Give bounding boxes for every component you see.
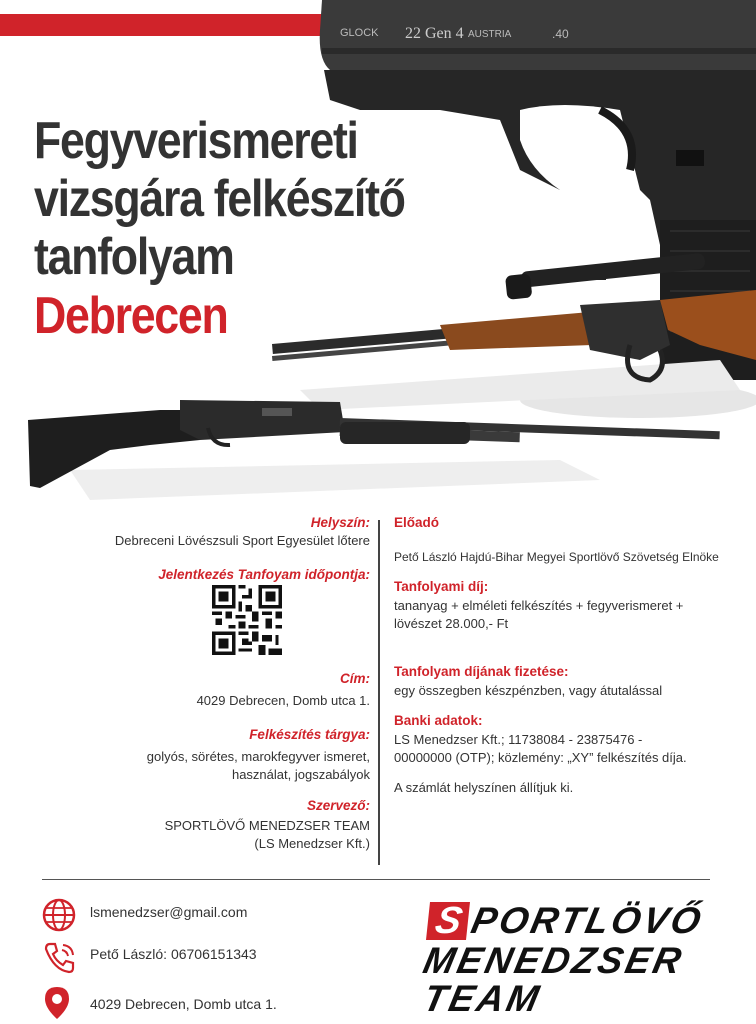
title-line-3: tanfolyam [34, 228, 234, 287]
venue-value: Debreceni Lövészsuli Sport Egyesület lőtere [114, 533, 370, 549]
payment-label: Tanfolyam díjának fizetése: [394, 663, 569, 679]
contact-email[interactable]: lsmenedzser@gmail.com [90, 904, 248, 920]
organizer-value-2: (LS Menedzser Kft.) [254, 835, 370, 851]
title-line-1: Fegyverismereti [34, 112, 358, 170]
invoice-note: A számlát helyszínen állítjuk ki. [394, 780, 574, 796]
subject-value-1: golyós, sörétes, marokfegyver ismeret, [146, 748, 370, 764]
registration-qr-code[interactable] [212, 585, 282, 655]
bank-value-2: 00000000 (OTP); közlemény: „XY” felkészítés díja. [394, 750, 687, 766]
address-value: 4029 Debrecen, Domb utca 1. [196, 693, 370, 709]
logo-line-1: PORTLÖVŐ [467, 900, 708, 941]
logo-line-2: MENEDZSER [419, 940, 688, 981]
pistol-engraving-caliber: .40 [552, 27, 569, 41]
fee-label: Tanfolyami díj: [394, 578, 489, 594]
subject-value-2: használat, jogszabályok [231, 766, 370, 782]
contact-address: 4029 Debrecen, Domb utca 1. [90, 996, 277, 1012]
logo-initial: S [431, 900, 469, 942]
speaker-value: Pető László Hajdú-Bihar Megyei Sportlövő Szövetség Elnöke [394, 549, 719, 564]
course-title [34, 112, 447, 345]
bank-label: Banki adatok: [394, 713, 483, 729]
column-divider [378, 520, 380, 865]
registration-label: Jelentkezés Tanfoyam időpontja: [158, 566, 370, 582]
title-line-2: vizsgára felkészítő [34, 170, 405, 229]
title-city: Debrecen [34, 286, 228, 345]
globe-icon [42, 898, 76, 932]
subject-label: Felkészítés tárgya: [249, 726, 370, 742]
fee-value-1: tananyag + elméleti felkészítés + fegyverismeret + [394, 597, 684, 613]
phone-icon [42, 940, 78, 976]
info-column-left [20, 514, 370, 852]
venue-label: Helyszín: [310, 515, 370, 530]
contact-phone[interactable]: Pető László: 06706151343 [90, 946, 257, 962]
organizer-value-1: SPORTLÖVŐ MENEDZSER TEAM [164, 818, 370, 834]
location-pin-icon [42, 986, 72, 1020]
payment-value: egy összegben készpénzben, vagy átutalással [394, 682, 663, 698]
organizer-label: Szervező: [306, 798, 370, 814]
footer-divider [42, 879, 710, 880]
speaker-label: Előadó [394, 515, 440, 530]
address-label: Cím: [340, 670, 370, 686]
fee-value-2: lövészet 28.000,- Ft [394, 615, 509, 631]
sportlovo-logo [419, 896, 720, 1019]
pistol-engraving-model: 22 Gen 4 [405, 25, 464, 42]
info-column-right [394, 514, 734, 797]
pistol-engraving-origin: AUSTRIA [468, 29, 512, 40]
logo-line-3: TEAM [419, 978, 546, 1019]
bank-value-1: LS Menedzser Kft.; 11738084 - 23875476 - [394, 731, 643, 747]
pistol-engraving-brand: GLOCK [340, 27, 379, 39]
